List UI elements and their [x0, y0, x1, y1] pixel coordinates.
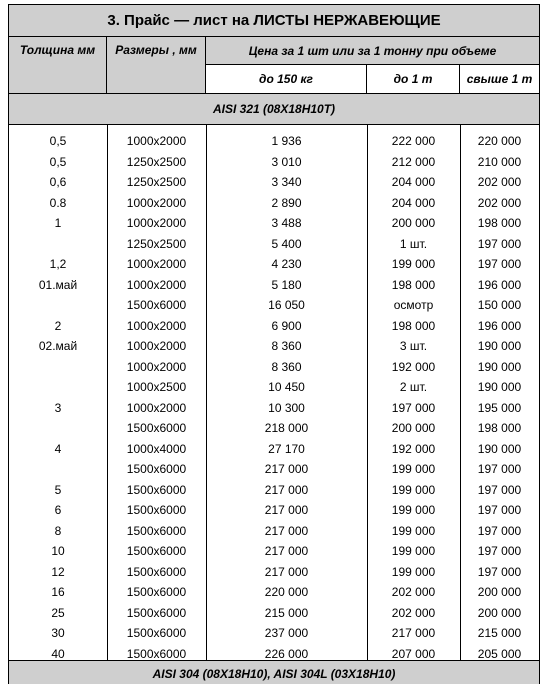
- cell-price-over-1t: 190 000: [477, 359, 522, 374]
- cell-thickness: 5: [54, 482, 62, 497]
- cell-thickness: 4: [54, 441, 62, 456]
- cell-size: 1500х6000: [126, 482, 187, 497]
- cell-price-150kg: 3 010: [271, 154, 302, 169]
- column-divider: [367, 125, 368, 660]
- cell-size: 1500х6000: [126, 605, 187, 620]
- cell-price-150kg: 217 000: [264, 462, 309, 477]
- cell-price-over-1t: 200 000: [477, 605, 522, 620]
- cell-price-150kg: 5 400: [271, 236, 302, 251]
- cell-price-150kg: 215 000: [264, 605, 309, 620]
- cell-price-150kg: 3 340: [271, 175, 302, 190]
- cell-thickness: 40: [51, 646, 65, 661]
- price-table: [8, 4, 540, 684]
- cell-price-1t: 204 000: [391, 175, 436, 190]
- header-thickness: Толщина мм: [9, 37, 107, 93]
- cell-price-1t: 199 000: [391, 257, 436, 272]
- cell-price-1t: 222 000: [391, 134, 436, 149]
- cell-thickness: 0,5: [49, 134, 67, 149]
- cell-size: 1000х2000: [126, 216, 187, 231]
- cell-price-over-1t: 198 000: [477, 421, 522, 436]
- cell-size: 1000х2000: [126, 400, 187, 415]
- cell-price-150kg: 10 450: [268, 380, 305, 395]
- cell-price-1t: 1 шт.: [399, 236, 428, 251]
- cell-price-150kg: 8 360: [271, 359, 302, 374]
- cell-price-1t: 198 000: [391, 318, 436, 333]
- table-body: [9, 125, 539, 660]
- cell-thickness: 6: [54, 503, 62, 518]
- cell-thickness: [9, 295, 107, 316]
- cell-price-1t: 199 000: [391, 544, 436, 559]
- cell-price-over-1t: 210 000: [477, 154, 522, 169]
- cell-price-1t: 3 шт.: [399, 339, 428, 354]
- cell-thickness: 01.май: [38, 277, 78, 292]
- cell-price-150kg: 8 360: [271, 339, 302, 354]
- cell-price-150kg: 2 890: [271, 195, 302, 210]
- cell-price-1t: 200 000: [391, 421, 436, 436]
- cell-size: 1000х2000: [126, 339, 187, 354]
- cell-thickness: 10: [51, 544, 65, 559]
- cell-size: 1250х2500: [126, 154, 187, 169]
- cell-price-over-1t: 197 000: [477, 482, 522, 497]
- cell-size: 1500х6000: [126, 585, 187, 600]
- cell-price-1t: 199 000: [391, 462, 436, 477]
- cell-price-1t: 2 шт.: [399, 380, 428, 395]
- cell-price-1t: 197 000: [391, 400, 436, 415]
- cell-size: 1500х6000: [126, 503, 187, 518]
- header-up-to-1t: до 1 т: [367, 65, 460, 93]
- cell-price-over-1t: 197 000: [477, 564, 522, 579]
- cell-size: 1000х2000: [126, 134, 187, 149]
- cell-price-1t: 207 000: [391, 646, 436, 661]
- cell-price-over-1t: 150 000: [477, 298, 522, 313]
- cell-size: 1250х2500: [126, 175, 187, 190]
- cell-price-1t: 199 000: [391, 564, 436, 579]
- header-price: Цена за 1 шт или за 1 тонну при объеме: [206, 37, 539, 65]
- cell-price-150kg: 1 936: [271, 134, 302, 149]
- cell-price-over-1t: 190 000: [477, 441, 522, 456]
- cell-price-1t: 199 000: [391, 482, 436, 497]
- cell-thickness: [9, 459, 107, 480]
- cell-size: 1500х6000: [126, 421, 187, 436]
- cell-price-150kg: 218 000: [264, 421, 309, 436]
- cell-thickness: 16: [51, 585, 65, 600]
- cell-price-over-1t: 196 000: [477, 318, 522, 333]
- cell-price-150kg: 5 180: [271, 277, 302, 292]
- cell-size: 1500х6000: [126, 544, 187, 559]
- column-divider: [107, 125, 108, 660]
- cell-thickness: 2: [54, 318, 62, 333]
- cell-price-over-1t: 202 000: [477, 195, 522, 210]
- cell-price-over-1t: 190 000: [477, 380, 522, 395]
- column-divider: [460, 125, 461, 660]
- cell-price-over-1t: 205 000: [477, 646, 522, 661]
- cell-size: 1500х6000: [126, 564, 187, 579]
- cell-price-over-1t: 200 000: [477, 585, 522, 600]
- header-sizes: Размеры , мм: [107, 37, 206, 93]
- cell-price-over-1t: 195 000: [477, 400, 522, 415]
- cell-thickness: 0,5: [49, 154, 67, 169]
- cell-price-150kg: 217 000: [264, 564, 309, 579]
- cell-thickness: 1,2: [49, 257, 67, 272]
- header-over-1t: свыше 1 т: [460, 65, 539, 93]
- cell-size: 1000х2000: [126, 359, 187, 374]
- cell-thickness: 0.8: [49, 195, 67, 210]
- cell-price-over-1t: 197 000: [477, 257, 522, 272]
- cell-price-150kg: 16 050: [268, 298, 305, 313]
- cell-size: 1000х2000: [126, 277, 187, 292]
- cell-price-150kg: 226 000: [264, 646, 309, 661]
- cell-price-over-1t: 215 000: [477, 626, 522, 641]
- cell-thickness: [9, 357, 107, 378]
- cell-price-1t: 198 000: [391, 277, 436, 292]
- cell-thickness: 25: [51, 605, 65, 620]
- cell-price-150kg: 27 170: [268, 441, 305, 456]
- cell-price-150kg: 217 000: [264, 503, 309, 518]
- cell-thickness: 0,6: [49, 175, 67, 190]
- cell-size: 1000х2500: [126, 380, 187, 395]
- cell-price-150kg: 217 000: [264, 482, 309, 497]
- cell-size: 1250х2500: [126, 236, 187, 251]
- cell-size: 1500х6000: [126, 298, 187, 313]
- cell-price-over-1t: 196 000: [477, 277, 522, 292]
- section-aisi-304: AISI 304 (08Х18Н10), AISI 304L (03Х18Н10): [9, 660, 539, 684]
- cell-price-1t: 217 000: [391, 626, 436, 641]
- cell-thickness: 1: [54, 216, 62, 231]
- cell-price-over-1t: 197 000: [477, 523, 522, 538]
- cell-price-1t: осмотр: [393, 298, 434, 313]
- cell-thickness: [9, 418, 107, 439]
- cell-price-150kg: 217 000: [264, 523, 309, 538]
- cell-price-1t: 202 000: [391, 605, 436, 620]
- cell-price-1t: 199 000: [391, 503, 436, 518]
- cell-size: 1500х6000: [126, 626, 187, 641]
- cell-price-150kg: 4 230: [271, 257, 302, 272]
- cell-size: 1500х6000: [126, 523, 187, 538]
- cell-thickness: 12: [51, 564, 65, 579]
- cell-thickness: 8: [54, 523, 62, 538]
- cell-price-1t: 200 000: [391, 216, 436, 231]
- cell-price-1t: 204 000: [391, 195, 436, 210]
- cell-price-1t: 202 000: [391, 585, 436, 600]
- cell-price-150kg: 220 000: [264, 585, 309, 600]
- cell-price-over-1t: 197 000: [477, 462, 522, 477]
- section-aisi-321: AISI 321 (08Х18Н10Т): [9, 94, 539, 125]
- cell-size: 1000х2000: [126, 257, 187, 272]
- header-up-to-150kg: до 150 кг: [206, 65, 367, 93]
- cell-price-over-1t: 197 000: [477, 544, 522, 559]
- cell-price-1t: 212 000: [391, 154, 436, 169]
- table-title: 3. Прайс — лист на ЛИСТЫ НЕРЖАВЕЮЩИЕ: [9, 5, 539, 37]
- cell-size: 1000х2000: [126, 195, 187, 210]
- cell-thickness: [9, 234, 107, 255]
- cell-price-1t: 192 000: [391, 359, 436, 374]
- cell-size: 1500х6000: [126, 646, 187, 661]
- cell-price-over-1t: 198 000: [477, 216, 522, 231]
- cell-price-over-1t: 220 000: [477, 134, 522, 149]
- cell-thickness: 3: [54, 400, 62, 415]
- cell-size: 1000х2000: [126, 318, 187, 333]
- table-header: [9, 37, 539, 94]
- cell-price-150kg: 10 300: [268, 400, 305, 415]
- cell-thickness: 30: [51, 626, 65, 641]
- column-divider: [206, 125, 207, 660]
- cell-price-150kg: 237 000: [264, 626, 309, 641]
- cell-price-150kg: 3 488: [271, 216, 302, 231]
- cell-price-1t: 199 000: [391, 523, 436, 538]
- cell-size: 1000х4000: [126, 441, 187, 456]
- cell-price-over-1t: 197 000: [477, 503, 522, 518]
- cell-price-1t: 192 000: [391, 441, 436, 456]
- cell-price-150kg: 6 900: [271, 318, 302, 333]
- cell-size: 1500х6000: [126, 462, 187, 477]
- cell-price-over-1t: 202 000: [477, 175, 522, 190]
- cell-price-150kg: 217 000: [264, 544, 309, 559]
- cell-thickness: 02.май: [38, 339, 78, 354]
- cell-price-over-1t: 190 000: [477, 339, 522, 354]
- cell-price-over-1t: 197 000: [477, 236, 522, 251]
- cell-thickness: [9, 377, 107, 398]
